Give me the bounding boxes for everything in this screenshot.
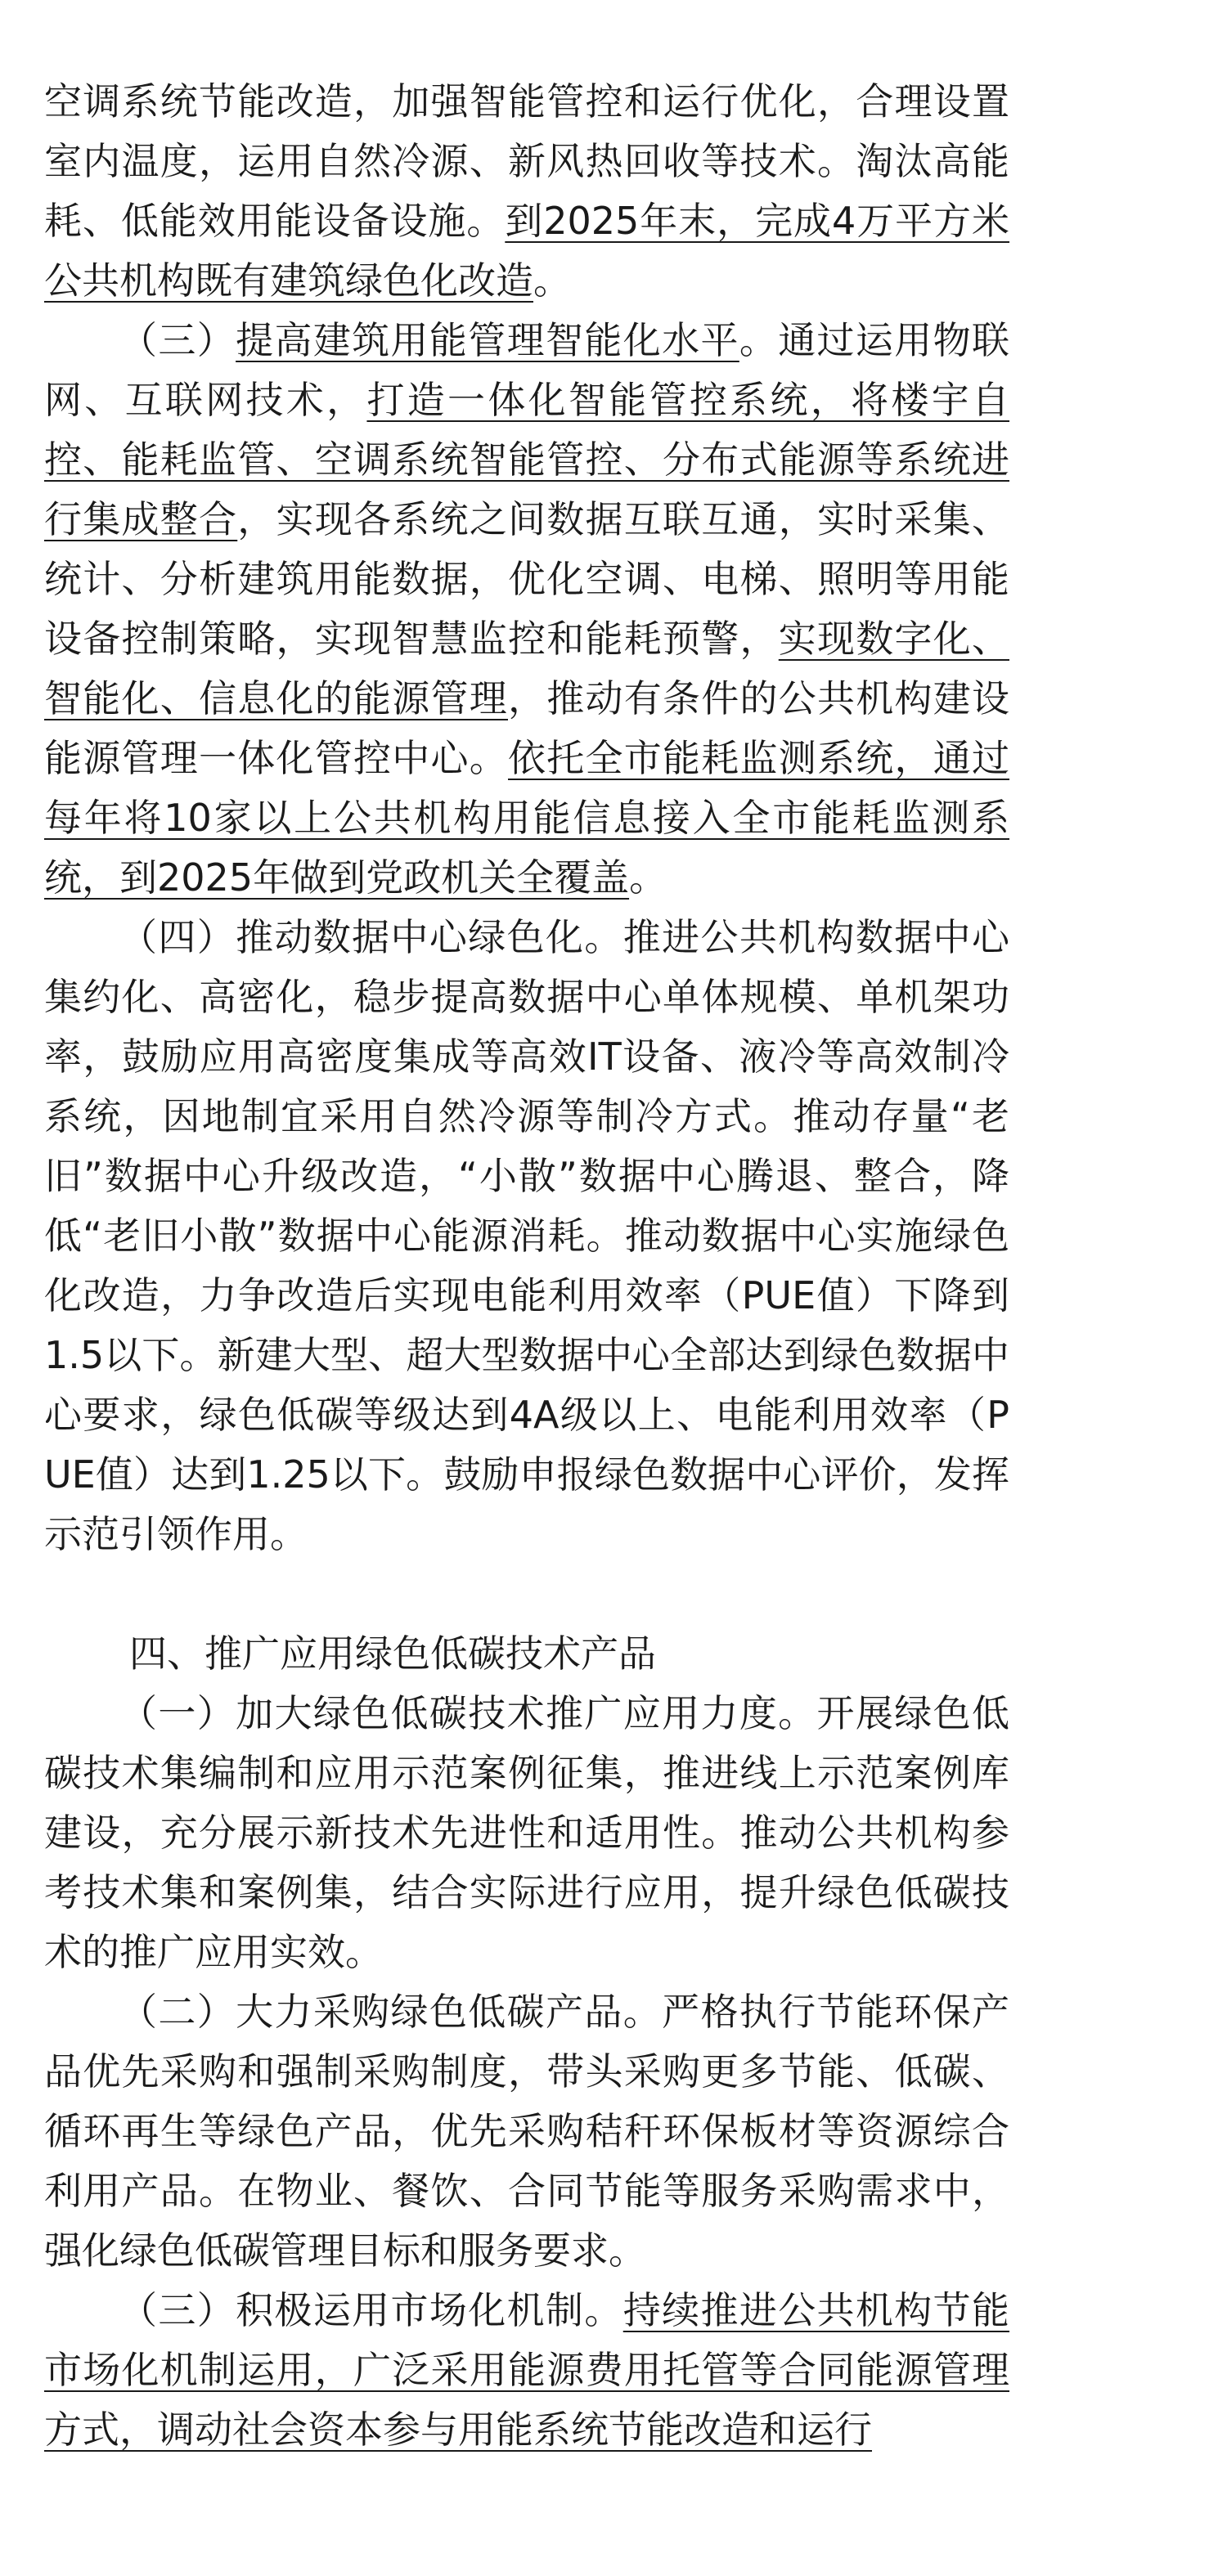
- underlined-text: 持续推进公共机构节能市场化机制运用，广泛采用能源费用托管等合同能源管理方式，调动社会资本参与用能系统节能改造和运行: [44, 2288, 1010, 2452]
- paragraph-p-s4-2: [44, 1982, 1009, 2281]
- body-text: 空调系统节能改造，加强智能管控和运行优化，合理设置室内温度，运用自然冷源、新风热回收等技术。淘汰高能耗、低能效用能设备设施。: [44, 79, 1009, 243]
- paragraph-p-3-smart-energy: [44, 311, 1009, 908]
- underlined-text: 打造一体化智能管控系统，将楼宇自控、能耗监管、空调系统智能管控、分布式能源等系统进行集成整合: [44, 378, 1010, 541]
- underlined-text: 实现数字化、智能化、信息化的能源管理: [44, 617, 1009, 720]
- underlined-text: 提高建筑用能管理智能化水平: [236, 318, 739, 362]
- body-text: （三）: [119, 318, 236, 362]
- section-heading: 四、推广应用绿色低碳技术产品: [129, 1631, 656, 1676]
- body-text: （一）加大绿色低碳技术推广应用力度。开展绿色低碳技术集编制和应用示范案例征集，推进线上示范案例库建设，充分展示新技术先进性和适用性。推动公共机构参考技术集和案例集，结合实际进行应用，提升绿色低碳技术的推广应用实效。: [44, 1691, 1009, 1974]
- body-text: （四）推动数据中心绿色化。推进公共机构数据中心集约化、高密化，稳步提高数据中心单体规模、单机架功率，鼓励应用高密度集成等高效IT设备、液冷等高效制冷系统，因地制宜采用自然冷源等制冷方式。推动存量“老旧”数据中心升级改造，“小散”数据中心腾退、整合，降低“老旧小散”数据中心能源消耗。推动数据中心实施绿色化改造，力争改造后实现电能利用效率（PUE值）下降到1.5以下。新建大型、超大型数据中心全部达到绿色数据中心要求，绿色低碳等级达到4A级以上、电能利用效率（PUE值）达到1.25以下。鼓励申报绿色数据中心评价，发挥示范引领作用。: [44, 915, 1009, 1556]
- body-text: ，推动有条件的公共机构建设能源管理一体化管控中心。: [44, 676, 1009, 780]
- paragraph-p-4-data-center: [44, 908, 1009, 1564]
- section-spacer: [44, 1564, 1009, 1624]
- paragraph-p-s4-1: [44, 1684, 1009, 1982]
- body-text: （三）积极运用市场化机制。: [119, 2288, 623, 2332]
- body-text: （二）大力采购绿色低碳产品。严格执行节能环保产品优先采购和强制采购制度，带头采购更多节能、低碳、循环再生等绿色产品，优先采购秸秆环保板材等资源综合利用产品。在物业、餐饮、合同节能等服务采购需求中，强化绿色低碳管理目标和服务要求。: [44, 1990, 1009, 2273]
- body-text: 。: [629, 855, 667, 900]
- body-text: 。: [533, 258, 571, 303]
- body-text: ，实现各系统之间数据互联互通，实时采集、统计、分析建筑用能数据，优化空调、电梯、照明等用能设备控制策略，实现智慧监控和能耗预警，: [44, 497, 1009, 661]
- underlined-text: 到2025年末，完成4万平方米公共机构既有建筑绿色化改造: [44, 199, 1010, 303]
- body-text: 。通过运用物联网、互联网技术，: [44, 318, 1010, 422]
- paragraph-p-s4-3: [44, 2281, 1009, 2460]
- paragraph-p-aircon-retrofit: [44, 72, 1009, 311]
- underlined-text: 依托全市能耗监测系统，通过每年将10家以上公共机构用能信息接入全市能耗监测系统，到2025年做到党政机关全覆盖: [44, 736, 1009, 900]
- document-page: [44, 72, 1009, 2460]
- section-paragraphs: [44, 1684, 1009, 2460]
- upper-paragraphs: [44, 72, 1009, 1564]
